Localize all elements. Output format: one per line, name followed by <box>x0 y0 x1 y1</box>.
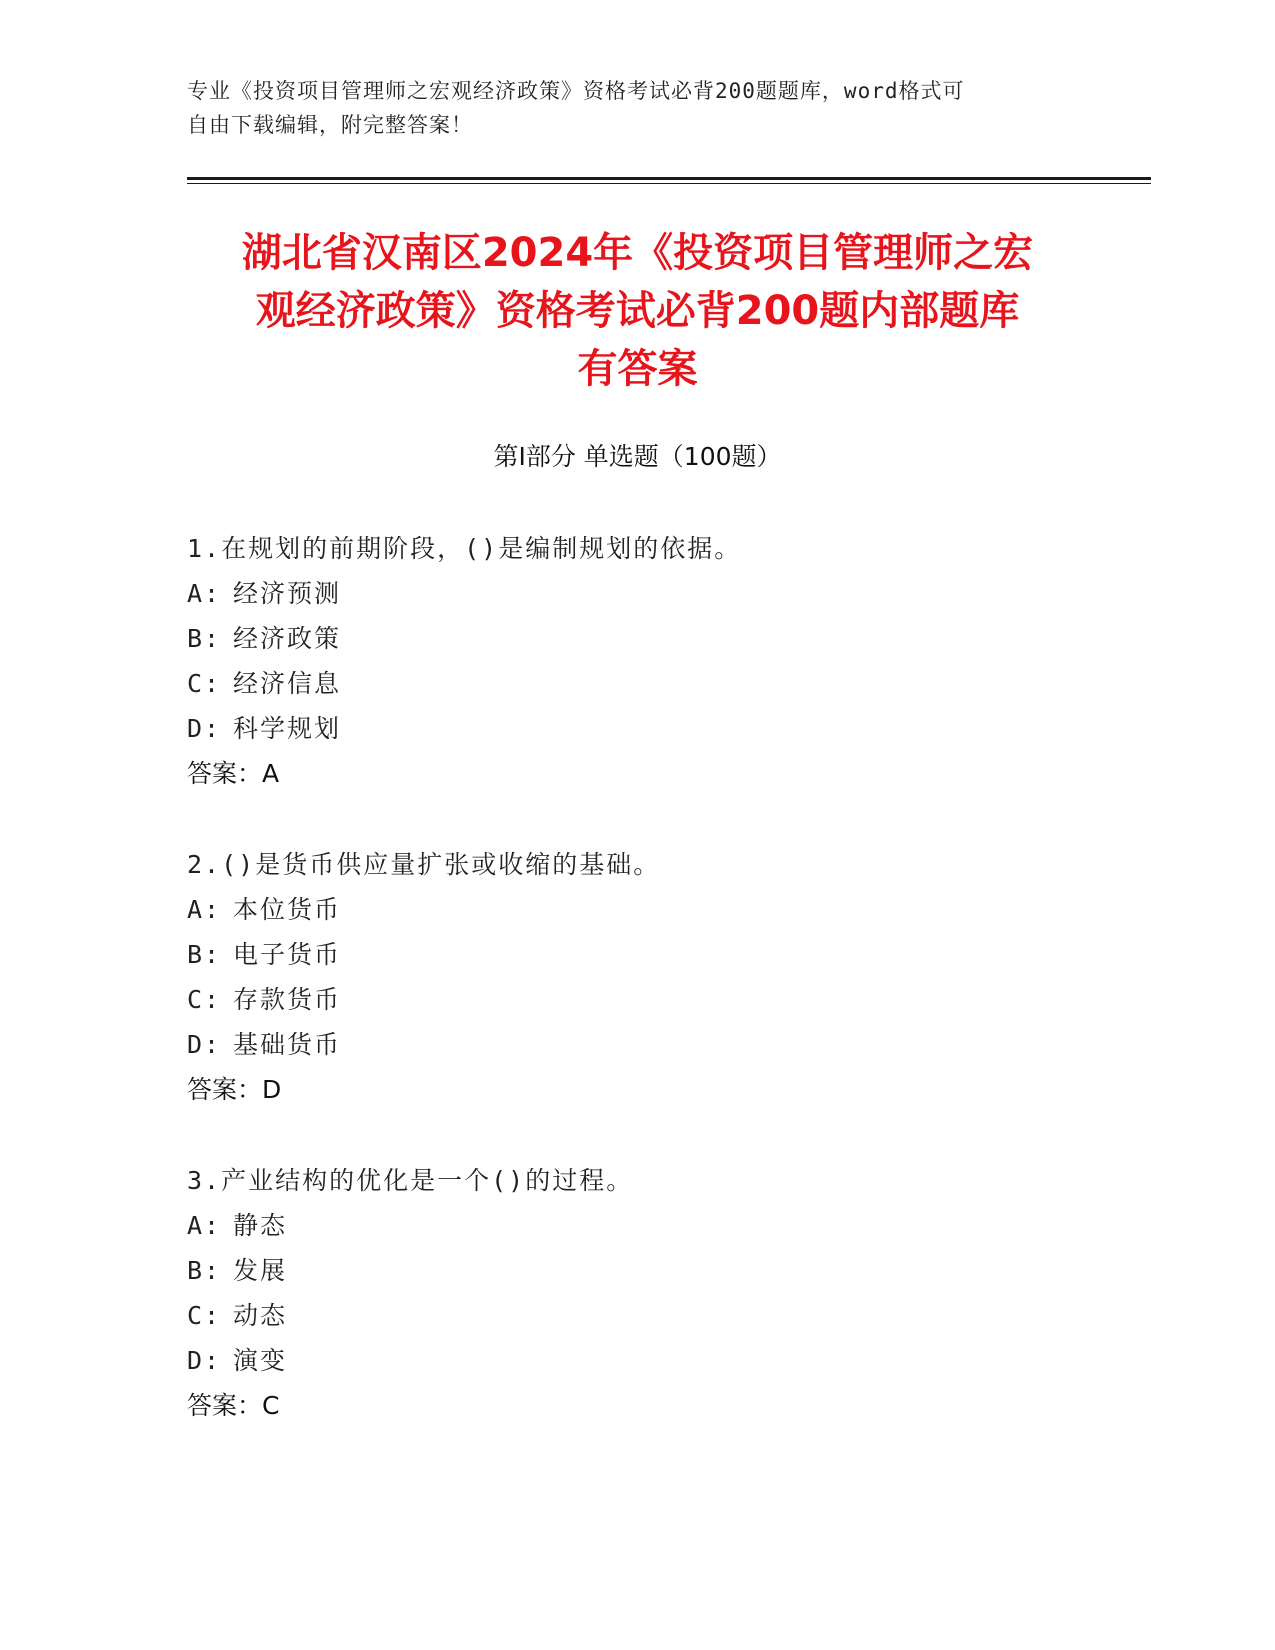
option-text: 演变 <box>233 1346 288 1375</box>
question-item <box>187 1158 1137 1428</box>
option-letter: A: <box>187 579 222 608</box>
question-answer: 答案：C <box>187 1391 280 1420</box>
option-text: 存款货币 <box>233 985 342 1014</box>
header-note-line-2: 自由下载编辑，附完整答案！ <box>187 113 473 137</box>
document-title-line-2: 观经济政策》资格考试必背200题内部题库 <box>255 288 1020 334</box>
question-option-a <box>187 887 1137 932</box>
section-title: 第Ⅰ部分 单选题（100题） <box>493 442 782 471</box>
question-option-d <box>187 1022 1137 1067</box>
document-title <box>160 224 1115 398</box>
option-text: 科学规划 <box>233 714 342 743</box>
question-option-a <box>187 571 1137 616</box>
question-stem: 1.在规划的前期阶段，()是编制规划的依据。 <box>187 534 742 563</box>
question-option-b <box>187 932 1137 977</box>
question-answer: 答案：A <box>187 759 280 788</box>
option-letter: D: <box>187 1346 222 1375</box>
header-divider-thin <box>187 183 1151 184</box>
header-divider-thick <box>187 177 1151 180</box>
option-text: 基础货币 <box>233 1030 342 1059</box>
question-option-c <box>187 977 1137 1022</box>
question-answer: 答案：D <box>187 1075 282 1104</box>
option-letter: B: <box>187 624 222 653</box>
question-option-c <box>187 1293 1137 1338</box>
option-letter: D: <box>187 714 222 743</box>
option-text: 本位货币 <box>233 895 342 924</box>
option-text: 静态 <box>233 1211 288 1240</box>
option-letter: B: <box>187 1256 222 1285</box>
document-title-line-1: 湖北省汉南区2024年《投资项目管理师之宏 <box>241 230 1034 276</box>
option-text: 经济信息 <box>233 669 342 698</box>
option-letter: A: <box>187 895 222 924</box>
option-text: 电子货币 <box>233 940 342 969</box>
option-letter: D: <box>187 1030 222 1059</box>
question-option-d <box>187 706 1137 751</box>
option-letter: A: <box>187 1211 222 1240</box>
option-text: 动态 <box>233 1301 288 1330</box>
question-stem: 3.产业结构的优化是一个()的过程。 <box>187 1166 634 1195</box>
option-text: 经济政策 <box>233 624 342 653</box>
question-option-b <box>187 1248 1137 1293</box>
question-option-c <box>187 661 1137 706</box>
question-item <box>187 526 1137 796</box>
option-letter: B: <box>187 940 222 969</box>
option-letter: C: <box>187 985 222 1014</box>
option-letter: C: <box>187 669 222 698</box>
option-letter: C: <box>187 1301 222 1330</box>
question-option-d <box>187 1338 1137 1383</box>
header-note-line-1: 专业《投资项目管理师之宏观经济政策》资格考试必背200题题库，word格式可 <box>187 79 965 103</box>
question-option-b <box>187 616 1137 661</box>
question-list <box>187 526 1137 1474</box>
option-text: 经济预测 <box>233 579 342 608</box>
header-note <box>187 74 1087 142</box>
document-title-line-3: 有答案 <box>577 346 698 392</box>
question-stem: 2.()是货币供应量扩张或收缩的基础。 <box>187 850 661 879</box>
option-text: 发展 <box>233 1256 288 1285</box>
question-item <box>187 842 1137 1112</box>
question-option-a <box>187 1203 1137 1248</box>
